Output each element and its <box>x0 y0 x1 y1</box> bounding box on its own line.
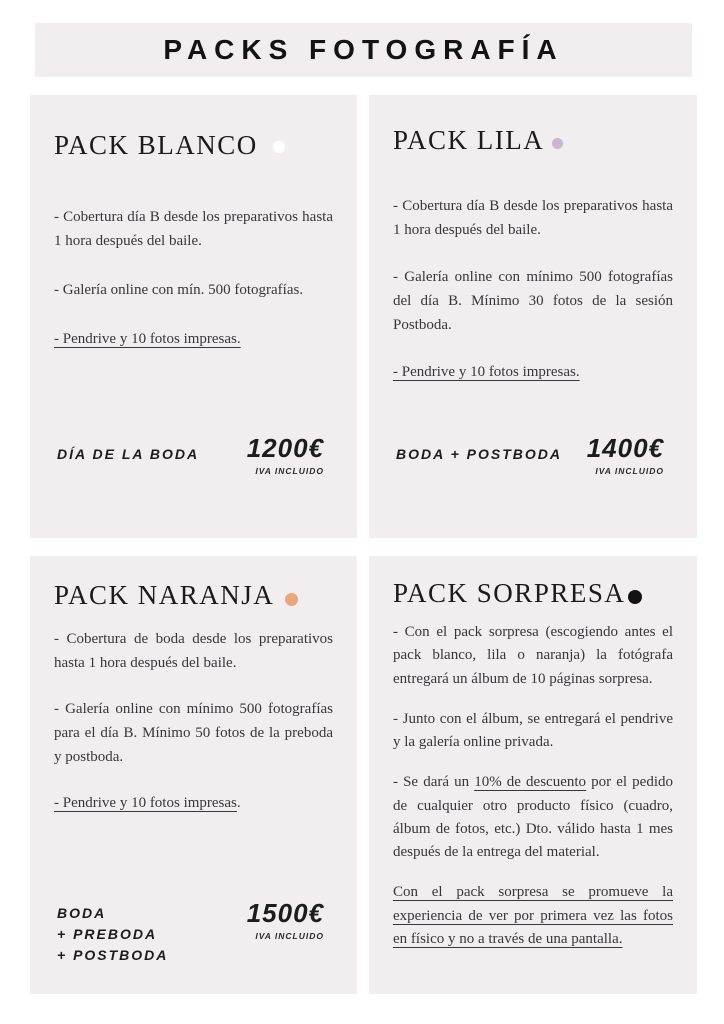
feature-paragraph <box>54 278 333 302</box>
text: - Cobertura de boda desde los preparativos hasta 1 hora después del baile. <box>54 631 333 671</box>
feature-paragraph <box>393 265 673 337</box>
pack-lila-price-block <box>587 435 664 476</box>
feature-paragraph <box>393 881 673 951</box>
pack-lila-price: 1400€ <box>586 433 664 463</box>
text: . <box>236 795 241 811</box>
text: - Junto con el álbum, se entregará el pendrive y la galería online privada. <box>393 710 673 750</box>
feature-paragraph <box>54 791 333 815</box>
feature-paragraph <box>54 627 333 675</box>
pack-naranja-price-row <box>57 900 324 966</box>
feature-paragraph <box>393 621 673 691</box>
pack-lila-vat-note: IVA INCLUIDO <box>595 466 664 476</box>
underlined-text: 10% de descuento <box>474 774 587 791</box>
underlined-text: - Pendrive y 10 fotos impresas <box>54 795 237 811</box>
underlined-text: Con el pack sorpresa se promueve la experiencia de ver por primera vez las fotos en físico y no a través de una pantalla. <box>393 884 673 947</box>
card-pack-lila <box>369 95 697 538</box>
price-label-line: + PREBODA <box>57 926 158 942</box>
pack-blanco-price-block <box>247 435 324 476</box>
feature-paragraph <box>393 194 673 242</box>
pack-blanco-title-row <box>30 95 357 161</box>
text: - Cobertura día B desde los preparativos hasta 1 hora después del baile. <box>54 209 333 249</box>
page-header <box>35 23 692 77</box>
pack-lila-price-label <box>396 435 562 465</box>
price-label-line: BODA <box>57 905 107 921</box>
orange-dot-icon <box>285 593 298 606</box>
price-label-line: DÍA DE LA BODA <box>57 446 200 462</box>
pack-blanco-price-label <box>57 435 199 465</box>
pack-naranja-title-row <box>30 556 357 611</box>
page-title: PACKS FOTOGRAFÍA <box>163 34 564 65</box>
pack-naranja-vat-note: IVA INCLUIDO <box>255 931 324 941</box>
pack-lila-title: PACK LILA <box>393 125 545 155</box>
text: por el pedido de cualquier otro producto físico (cuadro, álbum de fotos, etc.) Dto. válido hasta 1 mes después de la entrega del material. <box>393 774 673 860</box>
card-pack-naranja <box>30 556 357 994</box>
feature-paragraph <box>54 205 333 253</box>
black-dot-icon <box>628 590 642 604</box>
card-pack-blanco <box>30 95 357 538</box>
text: - Galería online con mín. 500 fotografías. <box>54 282 304 298</box>
text: - Cobertura día B desde los preparativos hasta 1 hora después del baile. <box>393 198 673 238</box>
pack-blanco-title: PACK BLANCO <box>54 130 258 160</box>
feature-paragraph <box>54 697 333 769</box>
feature-paragraph <box>393 771 673 864</box>
text: - Galería online con mínimo 500 fotografías del día B. Mínimo 30 fotos de la sesión Postboda. <box>393 269 673 333</box>
pack-lila-title-row <box>369 95 697 156</box>
white-dot-icon <box>273 141 285 153</box>
price-label-line: + POSTBODA <box>57 947 169 963</box>
pack-naranja-price-block <box>247 900 324 941</box>
lilac-dot-icon <box>552 138 563 149</box>
card-pack-sorpresa <box>369 556 697 994</box>
pack-naranja-features <box>30 627 357 815</box>
pack-naranja-price: 1500€ <box>246 898 324 928</box>
feature-paragraph <box>393 360 673 384</box>
pack-lila-features <box>369 194 697 384</box>
pack-blanco-features <box>30 205 357 351</box>
feature-paragraph <box>54 327 333 351</box>
feature-paragraph <box>393 708 673 755</box>
price-label-line: BODA + POSTBODA <box>396 446 562 462</box>
pack-naranja-price-label <box>57 900 168 966</box>
text: - Con el pack sorpresa (escogiendo antes el pack blanco, lila o naranja) la fotógrafa entregará un álbum de 10 páginas sorpresa. <box>393 624 673 687</box>
text: - Galería online con mínimo 500 fotografías para el día B. Mínimo 50 fotos de la preboda y postboda. <box>54 701 333 765</box>
pack-sorpresa-title-row <box>369 556 697 609</box>
pack-blanco-price: 1200€ <box>246 433 324 463</box>
pack-naranja-title: PACK NARANJA <box>54 580 275 610</box>
text: - Se dará un <box>393 774 475 791</box>
pack-blanco-price-row <box>57 435 324 476</box>
pack-sorpresa-features <box>369 621 697 951</box>
underlined-text: - Pendrive y 10 fotos impresas. <box>393 364 580 380</box>
pack-blanco-vat-note: IVA INCLUIDO <box>255 466 324 476</box>
pack-lila-price-row <box>396 435 664 476</box>
pack-sorpresa-title: PACK SORPRESA <box>393 578 626 608</box>
underlined-text: - Pendrive y 10 fotos impresas. <box>54 331 241 347</box>
